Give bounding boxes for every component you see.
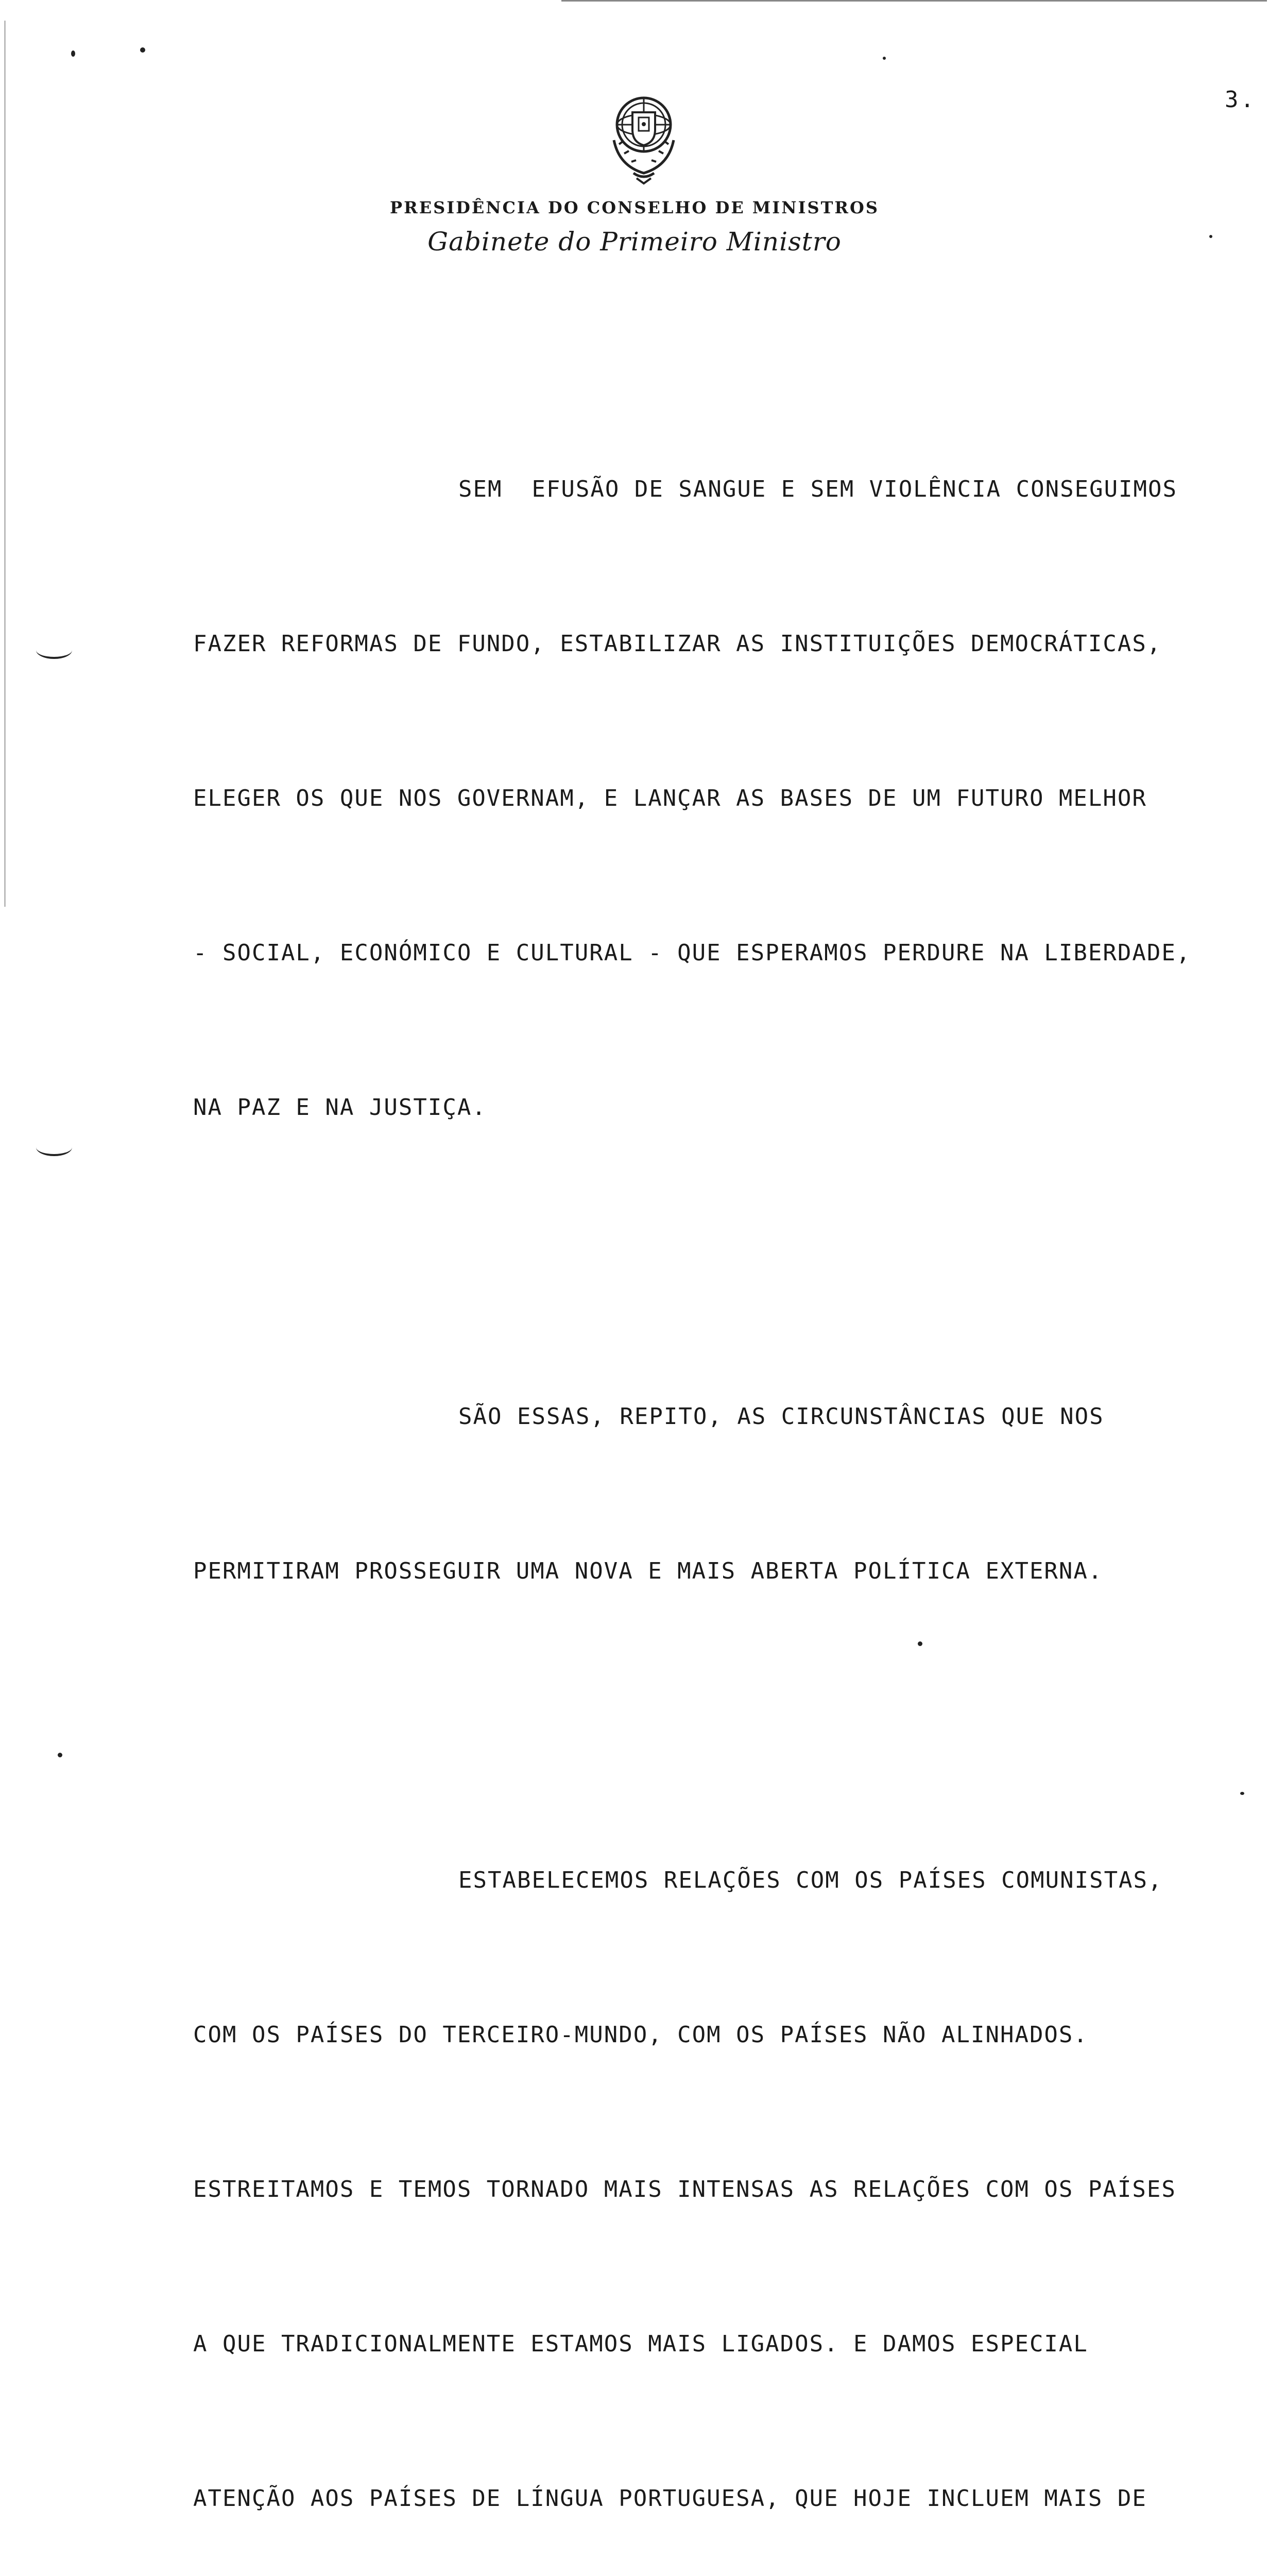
text-line: A QUE TRADICIONALMENTE ESTAMOS MAIS LIGADOS. E DAMOS ESPECIAL (193, 2331, 1088, 2357)
letterhead-title: PRESIDÊNCIA DO CONSELHO DE MINISTROS (390, 198, 879, 217)
scan-speck (883, 57, 886, 60)
scan-speck (1209, 235, 1212, 238)
scan-top-rule (561, 0, 1267, 2)
letterhead-subtitle: Gabinete do Primeiro Ministro (427, 227, 842, 257)
text-line: - SOCIAL, ECONÓMICO E CULTURAL - QUE ESPERAMOS PERDURE NA LIBERDADE, (193, 940, 1191, 966)
scan-left-edge (4, 21, 6, 907)
scan-mark-bracket (36, 1139, 72, 1156)
paragraph-1 (193, 361, 1254, 1236)
text-line: NA PAZ E NA JUSTIÇA. (193, 1094, 487, 1121)
scan-speck (140, 47, 145, 53)
text-line: FAZER REFORMAS DE FUNDO, ESTABILIZAR AS INSTITUIÇÕES DEMOCRÁTICAS, (193, 631, 1162, 657)
text-line: SÃO ESSAS, REPITO, AS CIRCUNSTÂNCIAS QUE NOS (458, 1403, 1104, 1430)
text-line: PERMITIRAM PROSSEGUIR UMA NOVA E MAIS ABERTA POLÍTICA EXTERNA. (193, 1558, 1103, 1584)
scan-speck (1240, 1792, 1244, 1795)
text-line: ELEGER OS QUE NOS GOVERNAM, E LANÇAR AS BASES DE UM FUTURO MELHOR (193, 785, 1147, 811)
scan-speck (71, 50, 75, 57)
scan-speck (918, 1641, 922, 1646)
paragraph-3 (193, 1752, 1254, 2576)
body-text (193, 361, 1254, 2576)
scan-speck (58, 1753, 62, 1757)
portuguese-coat-of-arms-icon (606, 93, 682, 185)
paragraph-2 (193, 1288, 1254, 1700)
text-line: SEM EFUSÃO DE SANGUE E SEM VIOLÊNCIA CONSEGUIMOS (458, 476, 1178, 502)
text-line: ATENÇÃO AOS PAÍSES DE LÍNGUA PORTUGUESA, QUE HOJE INCLUEM MAIS DE (193, 2485, 1147, 2512)
page-number: 3. (1225, 87, 1256, 113)
text-line: ESTABELECEMOS RELAÇÕES COM OS PAÍSES COMUNISTAS, (458, 1867, 1163, 1893)
text-line: ESTREITAMOS E TEMOS TORNADO MAIS INTENSAS AS RELAÇÕES COM OS PAÍSES (193, 2176, 1176, 2202)
scan-mark-bracket (36, 641, 72, 659)
text-line: COM OS PAÍSES DO TERCEIRO-MUNDO, COM OS PAÍSES NÃO ALINHADOS. (193, 2022, 1088, 2048)
